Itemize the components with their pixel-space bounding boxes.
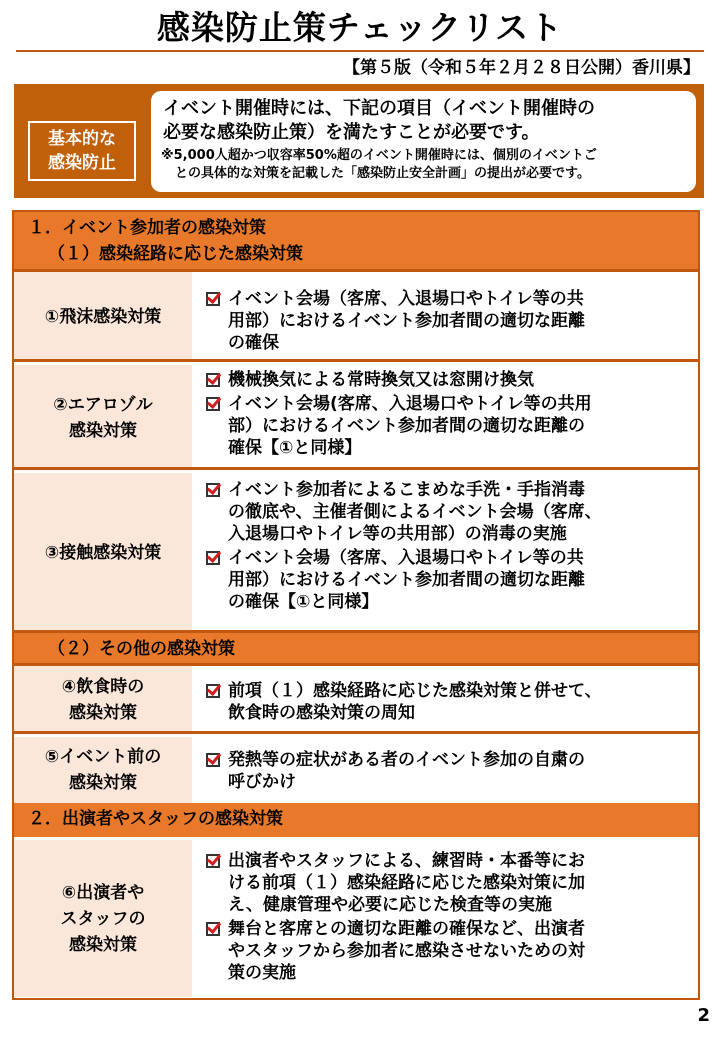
basic-note-line1: ※5,000人超かつ収容率50%超のイベント開催時には、個別のイベントご bbox=[161, 148, 597, 163]
item-line: やスタッフから参加者に感染させないための対 bbox=[228, 941, 585, 961]
section1-header bbox=[14, 212, 698, 272]
checklist-item bbox=[202, 288, 686, 354]
item-line: イベント会場（客席、入退場口やトイレ等の共 bbox=[228, 289, 584, 309]
basic-note-line2: との具体的な対策を記載した「感染防止安全計画」の提出が必要です。 bbox=[175, 166, 590, 181]
section2-heading: ２．出演者やスタッフの感染対策 bbox=[28, 809, 283, 829]
row-content-pre-event bbox=[192, 737, 698, 803]
row1-label-text: ①飛沫感染対策 bbox=[44, 307, 162, 327]
section1-sub1-heading: （１）感染経路に応じた感染対策 bbox=[48, 244, 303, 264]
row-content-aerosol bbox=[192, 365, 698, 470]
item-line: 飲食時の感染対策の周知 bbox=[228, 703, 415, 723]
checked-box-icon[interactable] bbox=[206, 397, 220, 411]
item-line: 入退場口やトイレ等の共用部）の消毒の実施 bbox=[228, 524, 567, 544]
item-line: 機械換気による常時換気又は窓開け換気 bbox=[228, 370, 534, 390]
row-label-pre-event bbox=[14, 737, 192, 803]
item-line: 確保【①と同様】 bbox=[228, 438, 362, 458]
item-line: え、健康管理や必要に応じた検査等の実施 bbox=[228, 895, 553, 915]
section1-sub2-heading: （２）その他の感染対策 bbox=[48, 639, 235, 659]
row-label-contact bbox=[14, 473, 192, 633]
checklist-item bbox=[202, 393, 686, 459]
item-line: 発熱等の症状がある者のイベント参加の自粛の bbox=[228, 750, 585, 770]
basic-prevention-text bbox=[151, 91, 696, 192]
row-content-contact bbox=[192, 473, 698, 633]
basic-note bbox=[161, 147, 688, 183]
item-line: 策の実施 bbox=[228, 963, 296, 983]
row-content-staff bbox=[192, 840, 698, 997]
item-line: ける前項（１）感染経路に応じた感染対策に加 bbox=[228, 873, 585, 893]
row-label-eating bbox=[14, 666, 192, 734]
item-line: 前項（１）感染経路に応じた感染対策と併せて、 bbox=[228, 681, 602, 701]
checklist-item bbox=[202, 850, 686, 916]
row-label-aerosol bbox=[14, 365, 192, 470]
item-line: イベント参加者によるこまめな手洗・手指消毒 bbox=[228, 480, 585, 500]
row4-label-line2: 感染対策 bbox=[69, 703, 137, 723]
checked-box-icon[interactable] bbox=[206, 551, 220, 565]
checked-box-icon[interactable] bbox=[206, 753, 220, 767]
item-line: 呼びかけ bbox=[228, 772, 296, 792]
row-content-eating bbox=[192, 666, 698, 734]
item-line: イベント会場(客席、入退場口やトイレ等の共用 bbox=[228, 394, 592, 414]
item-line: 用部）におけるイベント参加者間の適切な距離 bbox=[228, 311, 585, 331]
section1-heading: １．イベント参加者の感染対策 bbox=[28, 218, 266, 238]
row3-label-text: ③接触感染対策 bbox=[44, 543, 162, 563]
checked-box-icon[interactable] bbox=[206, 292, 220, 306]
row-content-droplet bbox=[192, 272, 698, 362]
row2-label-line2: 感染対策 bbox=[69, 420, 137, 441]
item-line: 出演者やスタッフによる、練習時・本番等にお bbox=[228, 851, 585, 871]
item-line: の徹底や、主催者側によるイベント会場（客席、 bbox=[228, 502, 602, 522]
basic-prevention-label bbox=[28, 121, 136, 181]
item-line: 用部）におけるイベント参加者間の適切な距離 bbox=[228, 570, 585, 590]
checklist-item bbox=[202, 680, 686, 724]
basic-label-line2: 感染防止 bbox=[48, 153, 116, 173]
section2-header bbox=[14, 803, 698, 837]
basic-main-text bbox=[163, 97, 688, 145]
checked-box-icon[interactable] bbox=[206, 684, 220, 698]
basic-label-line1: 基本的な bbox=[48, 129, 116, 149]
row6-label-line2: スタッフの bbox=[60, 908, 146, 929]
checklist-item bbox=[202, 749, 686, 793]
item-line: イベント会場（客席、入退場口やトイレ等の共 bbox=[228, 548, 584, 568]
checked-box-icon[interactable] bbox=[206, 483, 220, 497]
version-note: 【第５版（令和５年２月２８日公開）香川県】 bbox=[343, 58, 700, 78]
row6-label-line3: 感染対策 bbox=[69, 934, 137, 955]
row5-label-line2: 感染対策 bbox=[69, 773, 137, 793]
row-label-staff bbox=[14, 840, 192, 997]
page-number: 2 bbox=[697, 1005, 710, 1026]
row6-label-line1: ⑥出演者や bbox=[61, 882, 145, 903]
checked-box-icon[interactable] bbox=[206, 922, 220, 936]
checklist-item bbox=[202, 369, 686, 391]
item-line: の確保【①と同様】 bbox=[228, 592, 379, 612]
item-line: の確保 bbox=[228, 333, 279, 353]
basic-main-line1: イベント開催時には、下記の項目（イベント開催時の bbox=[163, 98, 595, 119]
checklist-item bbox=[202, 918, 686, 984]
row4-label-line1: ④飲食時の bbox=[61, 677, 145, 697]
checked-box-icon[interactable] bbox=[206, 854, 220, 868]
basic-main-line2: 必要な感染防止策）を満たすことが必要です。 bbox=[163, 122, 540, 143]
page-title: 感染防止策チェックリスト bbox=[156, 8, 564, 47]
item-line: 部）におけるイベント参加者間の適切な距離の bbox=[228, 416, 585, 436]
section1-sub2-header bbox=[14, 633, 698, 665]
checklist-item bbox=[202, 547, 686, 613]
checklist-item bbox=[202, 479, 686, 545]
row2-label-line1: ②エアロゾル bbox=[53, 394, 153, 415]
row5-label-line1: ⑤イベント前の bbox=[44, 747, 162, 767]
row-label-droplet bbox=[14, 272, 192, 362]
item-line: 舞台と客席との適切な距離の確保など、出演者 bbox=[228, 919, 585, 939]
checked-box-icon[interactable] bbox=[206, 373, 220, 387]
title-divider bbox=[16, 50, 704, 52]
